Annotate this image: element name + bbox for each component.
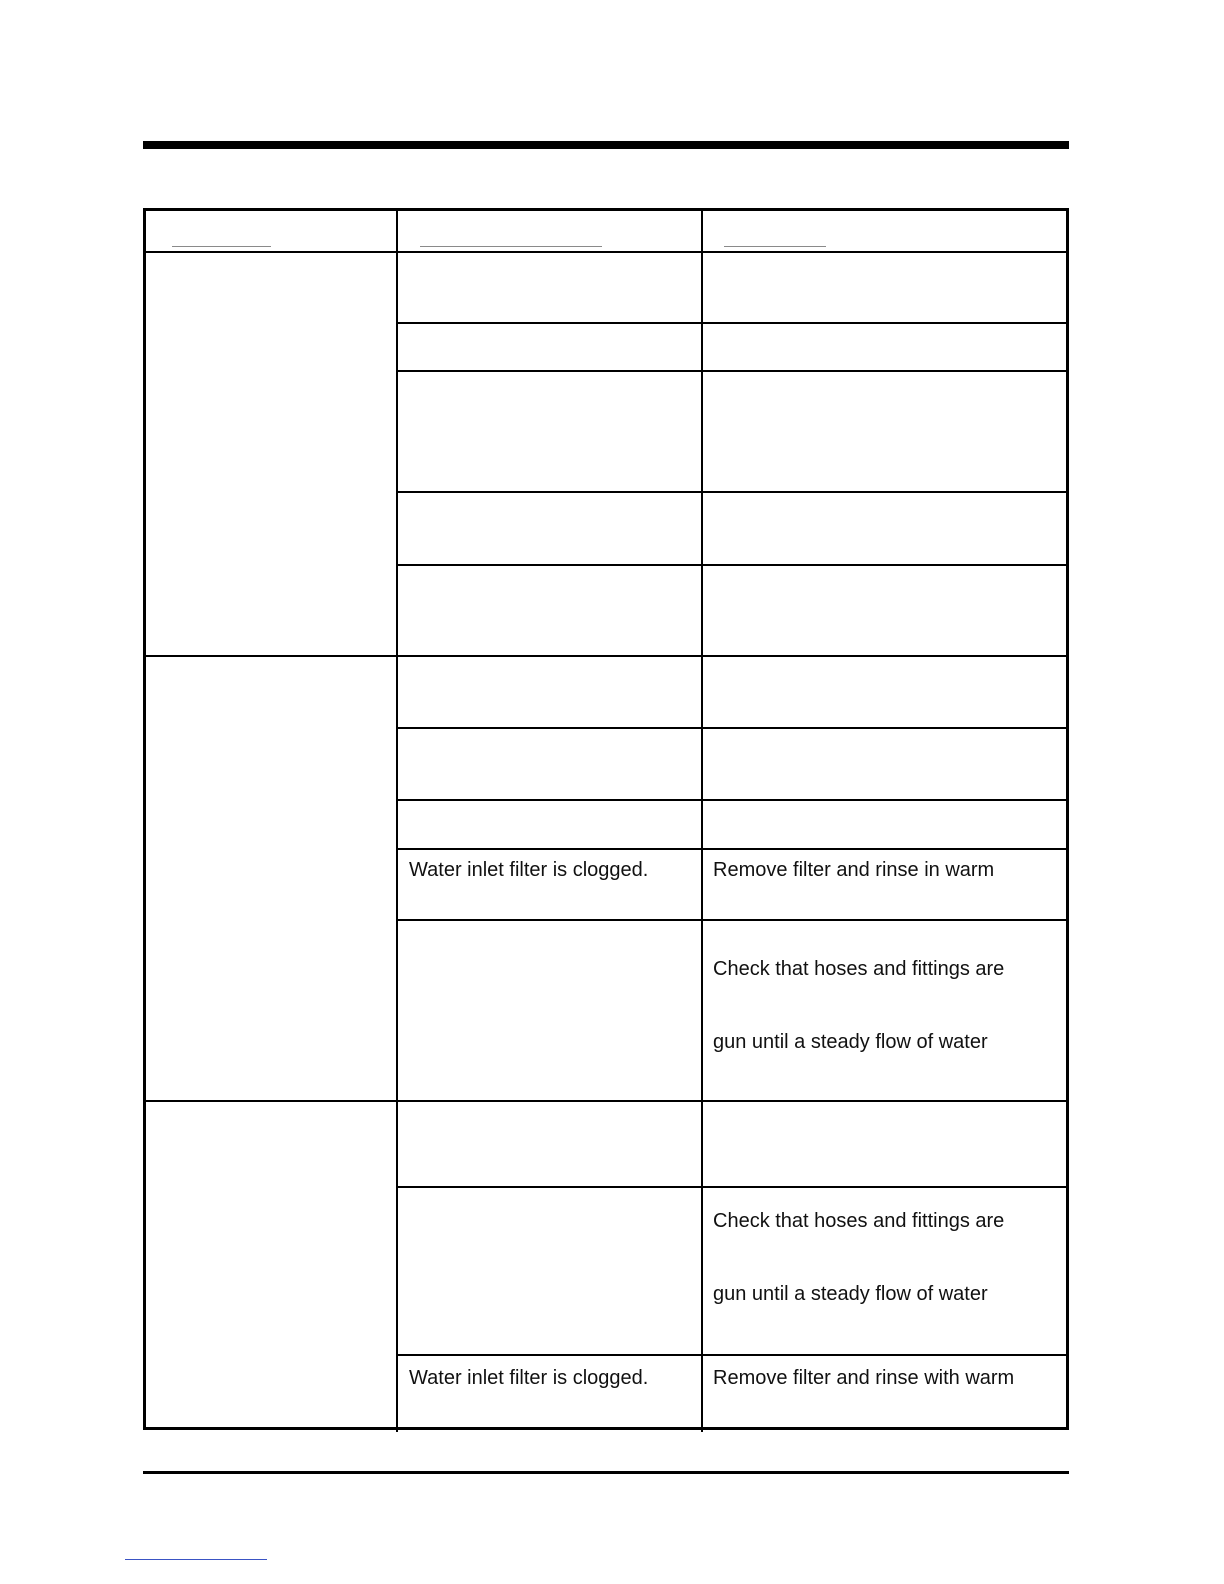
remedy-cell-text: gun until a steady flow of water <box>713 1283 988 1305</box>
column-divider-1 <box>396 208 398 1432</box>
group-divider-2 <box>143 1100 1069 1102</box>
row-divider <box>396 848 1068 850</box>
remedy-cell-text: Remove filter and rinse in warm <box>713 859 995 881</box>
table-border-right <box>1066 208 1069 1430</box>
row-divider <box>396 919 1068 921</box>
row-divider <box>396 1186 1068 1188</box>
table-border-left <box>143 208 146 1430</box>
header-rule <box>143 141 1069 149</box>
cause-cell-text: Water inlet filter is clogged. <box>409 859 649 881</box>
remedy-cell-text: Remove filter and rinse with warm <box>713 1367 1015 1389</box>
header-row-divider <box>143 251 1069 253</box>
footer-link-underline <box>125 1559 267 1560</box>
row-divider <box>396 1354 1068 1356</box>
row-divider <box>396 370 1068 372</box>
cause-cell-text: Water inlet filter is clogged. <box>409 1367 649 1389</box>
row-divider <box>396 564 1068 566</box>
header-problem-underline <box>172 246 271 247</box>
table-border-bottom <box>143 1427 1069 1430</box>
row-divider <box>396 727 1068 729</box>
header-remedy-underline <box>724 246 826 247</box>
row-divider <box>396 491 1068 493</box>
column-divider-2 <box>701 208 703 1432</box>
row-divider <box>396 799 1068 801</box>
remedy-cell-text: gun until a steady flow of water <box>713 1031 988 1053</box>
footer-rule <box>143 1471 1069 1474</box>
header-cause-underline <box>420 246 602 247</box>
group-divider-1 <box>143 655 1069 657</box>
remedy-cell-text: Check that hoses and fittings are <box>713 1210 1005 1232</box>
table-border-top <box>143 208 1069 211</box>
row-divider <box>396 322 1068 324</box>
remedy-cell-text: Check that hoses and fittings are <box>713 958 1005 980</box>
